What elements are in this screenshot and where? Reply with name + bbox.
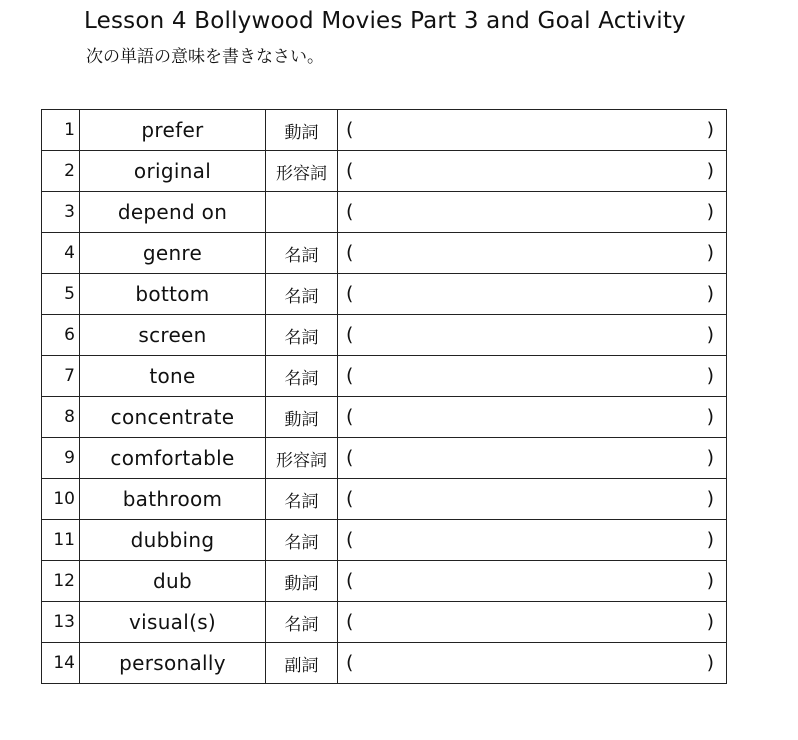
close-paren: ) [706, 487, 714, 510]
table-row [42, 110, 727, 151]
close-paren: ) [706, 405, 714, 428]
table-row [42, 356, 727, 397]
part-of-speech: 副詞 [266, 643, 338, 684]
vocab-word: prefer [80, 110, 266, 151]
open-paren: ( [346, 323, 354, 346]
close-paren: ) [706, 569, 714, 592]
open-paren: ( [346, 405, 354, 428]
close-paren: ) [706, 446, 714, 469]
row-number: 2 [42, 151, 80, 192]
open-paren: ( [346, 241, 354, 264]
row-number: 1 [42, 110, 80, 151]
vocab-word: screen [80, 315, 266, 356]
close-paren: ) [706, 323, 714, 346]
open-paren: ( [346, 651, 354, 674]
part-of-speech: 形容詞 [266, 438, 338, 479]
open-paren: ( [346, 446, 354, 469]
answer-blank[interactable] [338, 315, 727, 356]
table-row [42, 315, 727, 356]
row-number: 11 [42, 520, 80, 561]
answer-blank[interactable] [338, 356, 727, 397]
row-number: 7 [42, 356, 80, 397]
answer-blank[interactable] [338, 151, 727, 192]
answer-blank[interactable] [338, 233, 727, 274]
table-row [42, 274, 727, 315]
row-number: 5 [42, 274, 80, 315]
vocab-word: genre [80, 233, 266, 274]
answer-blank[interactable] [338, 192, 727, 233]
table-row [42, 643, 727, 684]
open-paren: ( [346, 282, 354, 305]
close-paren: ) [706, 118, 714, 141]
part-of-speech: 名詞 [266, 274, 338, 315]
part-of-speech: 名詞 [266, 233, 338, 274]
row-number: 12 [42, 561, 80, 602]
answer-blank[interactable] [338, 397, 727, 438]
vocab-word: bathroom [80, 479, 266, 520]
open-paren: ( [346, 610, 354, 633]
open-paren: ( [346, 487, 354, 510]
vocab-word: comfortable [80, 438, 266, 479]
part-of-speech [266, 192, 338, 233]
table-row [42, 602, 727, 643]
row-number: 14 [42, 643, 80, 684]
worksheet-title: Lesson 4 Bollywood Movies Part 3 and Goal Activity [84, 8, 686, 34]
close-paren: ) [706, 159, 714, 182]
table-row [42, 233, 727, 274]
worksheet-instruction: 次の単語の意味を書きなさい。 [86, 47, 324, 67]
answer-blank[interactable] [338, 643, 727, 684]
close-paren: ) [706, 528, 714, 551]
part-of-speech: 動詞 [266, 561, 338, 602]
open-paren: ( [346, 200, 354, 223]
answer-blank[interactable] [338, 110, 727, 151]
row-number: 8 [42, 397, 80, 438]
close-paren: ) [706, 364, 714, 387]
close-paren: ) [706, 241, 714, 264]
answer-blank[interactable] [338, 479, 727, 520]
vocab-word: bottom [80, 274, 266, 315]
vocab-word: dub [80, 561, 266, 602]
close-paren: ) [706, 651, 714, 674]
vocab-word: personally [80, 643, 266, 684]
row-number: 3 [42, 192, 80, 233]
vocab-word: tone [80, 356, 266, 397]
part-of-speech: 動詞 [266, 110, 338, 151]
table-row [42, 520, 727, 561]
row-number: 13 [42, 602, 80, 643]
table-row [42, 438, 727, 479]
vocab-word: visual(s) [80, 602, 266, 643]
part-of-speech: 形容詞 [266, 151, 338, 192]
answer-blank[interactable] [338, 561, 727, 602]
vocab-word: concentrate [80, 397, 266, 438]
open-paren: ( [346, 364, 354, 387]
close-paren: ) [706, 200, 714, 223]
open-paren: ( [346, 528, 354, 551]
answer-blank[interactable] [338, 274, 727, 315]
part-of-speech: 名詞 [266, 356, 338, 397]
table-row [42, 151, 727, 192]
vocab-word: dubbing [80, 520, 266, 561]
part-of-speech: 動詞 [266, 397, 338, 438]
table-row [42, 479, 727, 520]
vocabulary-table [41, 109, 727, 684]
part-of-speech: 名詞 [266, 315, 338, 356]
row-number: 6 [42, 315, 80, 356]
open-paren: ( [346, 118, 354, 141]
row-number: 9 [42, 438, 80, 479]
vocab-word: depend on [80, 192, 266, 233]
part-of-speech: 名詞 [266, 479, 338, 520]
open-paren: ( [346, 159, 354, 182]
row-number: 10 [42, 479, 80, 520]
table-row [42, 561, 727, 602]
close-paren: ) [706, 610, 714, 633]
answer-blank[interactable] [338, 602, 727, 643]
open-paren: ( [346, 569, 354, 592]
table-row [42, 397, 727, 438]
table-row [42, 192, 727, 233]
part-of-speech: 名詞 [266, 602, 338, 643]
row-number: 4 [42, 233, 80, 274]
vocab-word: original [80, 151, 266, 192]
part-of-speech: 名詞 [266, 520, 338, 561]
answer-blank[interactable] [338, 438, 727, 479]
close-paren: ) [706, 282, 714, 305]
answer-blank[interactable] [338, 520, 727, 561]
